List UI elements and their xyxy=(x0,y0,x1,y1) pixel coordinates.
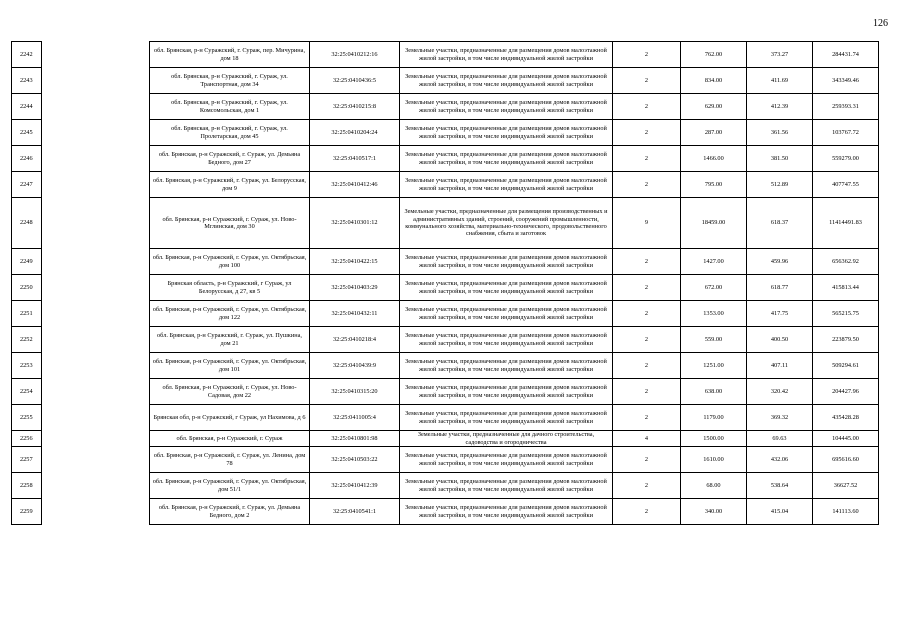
row-number-cell: 2243 xyxy=(12,68,42,94)
table-row xyxy=(12,94,879,120)
land-use-cell: Земельные участки, предназначенные для размещения домов малоэтажной жилой застройки, в том числе индивидуальной жилой застройки xyxy=(400,499,613,525)
cadastral-value-cell: 343349.46 xyxy=(813,68,879,94)
spacer-cell xyxy=(42,473,150,499)
table-row xyxy=(12,353,879,379)
use-group-cell: 2 xyxy=(613,42,681,68)
use-group-cell: 2 xyxy=(613,473,681,499)
address-cell: обл. Брянская, р-н Суражский, г. Сураж, пер. Мичурина, дом 18 xyxy=(150,42,310,68)
address-cell: обл. Брянская, р-н Суражский, г. Сураж, ул. Октябрьская, дом 101 xyxy=(150,353,310,379)
row-number-cell: 2259 xyxy=(12,499,42,525)
spacer-cell xyxy=(42,172,150,198)
cadastral-value-cell: 695616.60 xyxy=(813,447,879,473)
row-number-cell: 2253 xyxy=(12,353,42,379)
row-number-cell: 2247 xyxy=(12,172,42,198)
spacer-cell xyxy=(42,146,150,172)
specific-value-cell: 415.04 xyxy=(747,499,813,525)
use-group-cell: 2 xyxy=(613,379,681,405)
cadastral-number-cell: 32:25:0410503:22 xyxy=(310,447,400,473)
specific-value-cell: 361.56 xyxy=(747,120,813,146)
spacer-cell xyxy=(42,94,150,120)
use-group-cell: 2 xyxy=(613,405,681,431)
use-group-cell: 2 xyxy=(613,447,681,473)
area-cell: 672.00 xyxy=(681,275,747,301)
land-use-cell: Земельные участки, предназначенные для размещения домов малоэтажной жилой застройки, в том числе индивидуальной жилой застройки xyxy=(400,275,613,301)
cadastral-value-cell: 104445.00 xyxy=(813,431,879,447)
address-cell: обл. Брянская, р-н Суражский, г. Сураж, ул. Октябрьская, дом 122 xyxy=(150,301,310,327)
table-row xyxy=(12,42,879,68)
row-number-cell: 2257 xyxy=(12,447,42,473)
cadastral-number-cell: 32:25:0410412:46 xyxy=(310,172,400,198)
row-number-cell: 2249 xyxy=(12,249,42,275)
land-use-cell: Земельные участки, предназначенные для размещения домов малоэтажной жилой застройки, в том числе индивидуальной жилой застройки xyxy=(400,94,613,120)
cadastral-value-cell: 141113.60 xyxy=(813,499,879,525)
address-cell: обл. Брянская, р-н Суражский, г. Сураж, ул. Ново-Садовая, дом 22 xyxy=(150,379,310,405)
address-cell: обл. Брянская, р-н Суражский, г. Сураж, ул. Белорусская, дом 9 xyxy=(150,172,310,198)
area-cell: 68.00 xyxy=(681,473,747,499)
use-group-cell: 2 xyxy=(613,275,681,301)
spacer-cell xyxy=(42,198,150,249)
cadastral-number-cell: 32:25:0410301:12 xyxy=(310,198,400,249)
land-use-cell: Земельные участки, предназначенные для размещения домов малоэтажной жилой застройки, в том числе индивидуальной жилой застройки xyxy=(400,146,613,172)
row-number-cell: 2242 xyxy=(12,42,42,68)
use-group-cell: 2 xyxy=(613,249,681,275)
table-row xyxy=(12,301,879,327)
area-cell: 1466.00 xyxy=(681,146,747,172)
area-cell: 795.00 xyxy=(681,172,747,198)
spacer-cell xyxy=(42,405,150,431)
specific-value-cell: 512.89 xyxy=(747,172,813,198)
cadastral-value-cell: 407747.55 xyxy=(813,172,879,198)
spacer-cell xyxy=(42,379,150,405)
cadastral-number-cell: 32:25:0410439:9 xyxy=(310,353,400,379)
spacer-cell xyxy=(42,42,150,68)
cadastral-number-cell: 32:25:0410517:1 xyxy=(310,146,400,172)
use-group-cell: 9 xyxy=(613,198,681,249)
cadastral-number-cell: 32:25:0410204:24 xyxy=(310,120,400,146)
table-row xyxy=(12,198,879,249)
cadastral-value-cell: 565215.75 xyxy=(813,301,879,327)
table-row xyxy=(12,120,879,146)
use-group-cell: 2 xyxy=(613,146,681,172)
area-cell: 559.00 xyxy=(681,327,747,353)
spacer-cell xyxy=(42,431,150,447)
use-group-cell: 2 xyxy=(613,353,681,379)
row-number-cell: 2256 xyxy=(12,431,42,447)
address-cell: обл. Брянская, р-н Суражский, г. Сураж, ул. Пролетарская, дом 45 xyxy=(150,120,310,146)
spacer-cell xyxy=(42,499,150,525)
use-group-cell: 4 xyxy=(613,431,681,447)
cadastral-value-cell: 559279.00 xyxy=(813,146,879,172)
cadastral-value-cell: 259393.31 xyxy=(813,94,879,120)
use-group-cell: 2 xyxy=(613,327,681,353)
spacer-cell xyxy=(42,301,150,327)
address-cell: обл. Брянская, р-н Суражский, г. Сураж, ул. Демьяна Бедного, дом 2 xyxy=(150,499,310,525)
area-cell: 1610.00 xyxy=(681,447,747,473)
specific-value-cell: 69.63 xyxy=(747,431,813,447)
land-use-cell: Земельные участки, предназначенные для размещения домов малоэтажной жилой застройки, в том числе индивидуальной жилой застройки xyxy=(400,172,613,198)
address-cell: обл. Брянская, р-н Суражский, г. Сураж, ул. Транспортная, дом 34 xyxy=(150,68,310,94)
row-number-cell: 2258 xyxy=(12,473,42,499)
cadastral-value-cell: 204427.96 xyxy=(813,379,879,405)
spacer-cell xyxy=(42,120,150,146)
use-group-cell: 2 xyxy=(613,120,681,146)
area-cell: 1427.00 xyxy=(681,249,747,275)
cadastral-number-cell: 32:25:0410215:8 xyxy=(310,94,400,120)
address-cell: Брянская обл, р-н Суражский, г Сураж, ул Нахимова, д 6 xyxy=(150,405,310,431)
address-cell: обл. Брянская, р-н Суражский, г. Сураж, ул. Ленина, дом 78 xyxy=(150,447,310,473)
row-number-cell: 2254 xyxy=(12,379,42,405)
area-cell: 1353.00 xyxy=(681,301,747,327)
table-row xyxy=(12,275,879,301)
use-group-cell: 2 xyxy=(613,172,681,198)
row-number-cell: 2255 xyxy=(12,405,42,431)
cadastral-value-cell: 11414491.83 xyxy=(813,198,879,249)
spacer-cell xyxy=(42,249,150,275)
use-group-cell: 2 xyxy=(613,68,681,94)
specific-value-cell: 412.39 xyxy=(747,94,813,120)
land-use-cell: Земельные участки, предназначенные для размещения домов малоэтажной жилой застройки, в том числе индивидуальной жилой застройки xyxy=(400,120,613,146)
cadastral-value-cell: 103767.72 xyxy=(813,120,879,146)
table-row xyxy=(12,405,879,431)
specific-value-cell: 432.06 xyxy=(747,447,813,473)
use-group-cell: 2 xyxy=(613,94,681,120)
land-use-cell: Земельные участки, предназначенные для размещения домов малоэтажной жилой застройки, в том числе индивидуальной жилой застройки xyxy=(400,473,613,499)
spacer-cell xyxy=(42,447,150,473)
specific-value-cell: 417.75 xyxy=(747,301,813,327)
land-use-cell: Земельные участки, предназначенные для размещения производственных и административных зданий, строений, сооружений промышленности, коммунального хозяйства, материально-технического, продовольственного снабжения, сбыта и заготовок xyxy=(400,198,613,249)
cadastral-number-cell: 32:25:0410432:11 xyxy=(310,301,400,327)
page-number: 126 xyxy=(873,18,888,29)
table-row xyxy=(12,431,879,447)
area-cell: 834.00 xyxy=(681,68,747,94)
cadastral-value-cell: 36627.52 xyxy=(813,473,879,499)
cadastral-value-cell: 435428.28 xyxy=(813,405,879,431)
cadastral-number-cell: 32:25:0410436:5 xyxy=(310,68,400,94)
area-cell: 762.00 xyxy=(681,42,747,68)
specific-value-cell: 369.32 xyxy=(747,405,813,431)
specific-value-cell: 381.50 xyxy=(747,146,813,172)
address-cell: обл. Брянская, р-н Суражский, г. Сураж xyxy=(150,431,310,447)
land-use-cell: Земельные участки, предназначенные для размещения домов малоэтажной жилой застройки, в том числе индивидуальной жилой застройки xyxy=(400,405,613,431)
land-use-cell: Земельные участки, предназначенные для размещения домов малоэтажной жилой застройки, в том числе индивидуальной жилой застройки xyxy=(400,68,613,94)
land-use-cell: Земельные участки, предназначенные для размещения домов малоэтажной жилой застройки, в том числе индивидуальной жилой застройки xyxy=(400,353,613,379)
cadastral-value-cell: 656362.92 xyxy=(813,249,879,275)
address-cell: Брянская область, р-н Суражский, г Сураж, ул Белорусская, д 27, кв 5 xyxy=(150,275,310,301)
spacer-cell xyxy=(42,353,150,379)
table-row xyxy=(12,249,879,275)
row-number-cell: 2250 xyxy=(12,275,42,301)
table-row xyxy=(12,447,879,473)
specific-value-cell: 407.11 xyxy=(747,353,813,379)
address-cell: обл. Брянская, р-н Суражский, г. Сураж, ул. Ново-Мглинская, дом 30 xyxy=(150,198,310,249)
address-cell: обл. Брянская, р-н Суражский, г. Сураж, ул. Октябрьская, дом 51/1 xyxy=(150,473,310,499)
specific-value-cell: 538.64 xyxy=(747,473,813,499)
row-number-cell: 2245 xyxy=(12,120,42,146)
area-cell: 287.00 xyxy=(681,120,747,146)
cadastral-number-cell: 32:25:0410422:15 xyxy=(310,249,400,275)
area-cell: 638.00 xyxy=(681,379,747,405)
row-number-cell: 2246 xyxy=(12,146,42,172)
area-cell: 629.00 xyxy=(681,94,747,120)
cadastral-number-cell: 32:25:0410315:20 xyxy=(310,379,400,405)
table-row xyxy=(12,68,879,94)
row-number-cell: 2252 xyxy=(12,327,42,353)
specific-value-cell: 320.42 xyxy=(747,379,813,405)
land-use-cell: Земельные участки, предназначенные для размещения домов малоэтажной жилой застройки, в том числе индивидуальной жилой застройки xyxy=(400,42,613,68)
area-cell: 18459.00 xyxy=(681,198,747,249)
table-row xyxy=(12,379,879,405)
table-row xyxy=(12,499,879,525)
specific-value-cell: 373.27 xyxy=(747,42,813,68)
address-cell: обл. Брянская, р-н Суражский, г. Сураж, ул. Пушкина, дом 21 xyxy=(150,327,310,353)
table-row xyxy=(12,327,879,353)
spacer-cell xyxy=(42,327,150,353)
table-row xyxy=(12,473,879,499)
use-group-cell: 2 xyxy=(613,301,681,327)
address-cell: обл. Брянская, р-н Суражский, г. Сураж, ул. Комсомольская, дом 1 xyxy=(150,94,310,120)
land-use-cell: Земельные участки, предназначенные для размещения домов малоэтажной жилой застройки, в том числе индивидуальной жилой застройки xyxy=(400,249,613,275)
specific-value-cell: 618.77 xyxy=(747,275,813,301)
cadastral-number-cell: 32:25:0410403:29 xyxy=(310,275,400,301)
row-number-cell: 2248 xyxy=(12,198,42,249)
specific-value-cell: 459.96 xyxy=(747,249,813,275)
table-row xyxy=(12,146,879,172)
area-cell: 1179.00 xyxy=(681,405,747,431)
cadastral-number-cell: 32:25:0411005:4 xyxy=(310,405,400,431)
spacer-cell xyxy=(42,68,150,94)
area-cell: 1500.00 xyxy=(681,431,747,447)
cadastral-value-table xyxy=(11,41,879,525)
table-row xyxy=(12,172,879,198)
land-use-cell: Земельные участки, предназначенные для дачного строительства, садоводства и огородничества xyxy=(400,431,613,447)
specific-value-cell: 618.37 xyxy=(747,198,813,249)
cadastral-number-cell: 32:25:0410541:1 xyxy=(310,499,400,525)
cadastral-number-cell: 32:25:0410412:39 xyxy=(310,473,400,499)
cadastral-number-cell: 32:25:0410801:98 xyxy=(310,431,400,447)
area-cell: 340.00 xyxy=(681,499,747,525)
cadastral-value-cell: 509294.61 xyxy=(813,353,879,379)
row-number-cell: 2244 xyxy=(12,94,42,120)
land-use-cell: Земельные участки, предназначенные для размещения домов малоэтажной жилой застройки, в том числе индивидуальной жилой застройки xyxy=(400,327,613,353)
row-number-cell: 2251 xyxy=(12,301,42,327)
specific-value-cell: 411.69 xyxy=(747,68,813,94)
address-cell: обл. Брянская, р-н Суражский, г. Сураж, ул. Октябрьская, дом 100 xyxy=(150,249,310,275)
cadastral-value-cell: 415813.44 xyxy=(813,275,879,301)
cadastral-value-cell: 223879.50 xyxy=(813,327,879,353)
land-use-cell: Земельные участки, предназначенные для размещения домов малоэтажной жилой застройки, в том числе индивидуальной жилой застройки xyxy=(400,301,613,327)
cadastral-number-cell: 32:25:0410218:4 xyxy=(310,327,400,353)
land-use-cell: Земельные участки, предназначенные для размещения домов малоэтажной жилой застройки, в том числе индивидуальной жилой застройки xyxy=(400,379,613,405)
cadastral-value-cell: 284431.74 xyxy=(813,42,879,68)
area-cell: 1251.00 xyxy=(681,353,747,379)
cadastral-number-cell: 32:25:0410212:16 xyxy=(310,42,400,68)
address-cell: обл. Брянская, р-н Суражский, г. Сураж, ул. Демьяна Бедного, дом 27 xyxy=(150,146,310,172)
specific-value-cell: 400.50 xyxy=(747,327,813,353)
land-use-cell: Земельные участки, предназначенные для размещения домов малоэтажной жилой застройки, в том числе индивидуальной жилой застройки xyxy=(400,447,613,473)
use-group-cell: 2 xyxy=(613,499,681,525)
spacer-cell xyxy=(42,275,150,301)
